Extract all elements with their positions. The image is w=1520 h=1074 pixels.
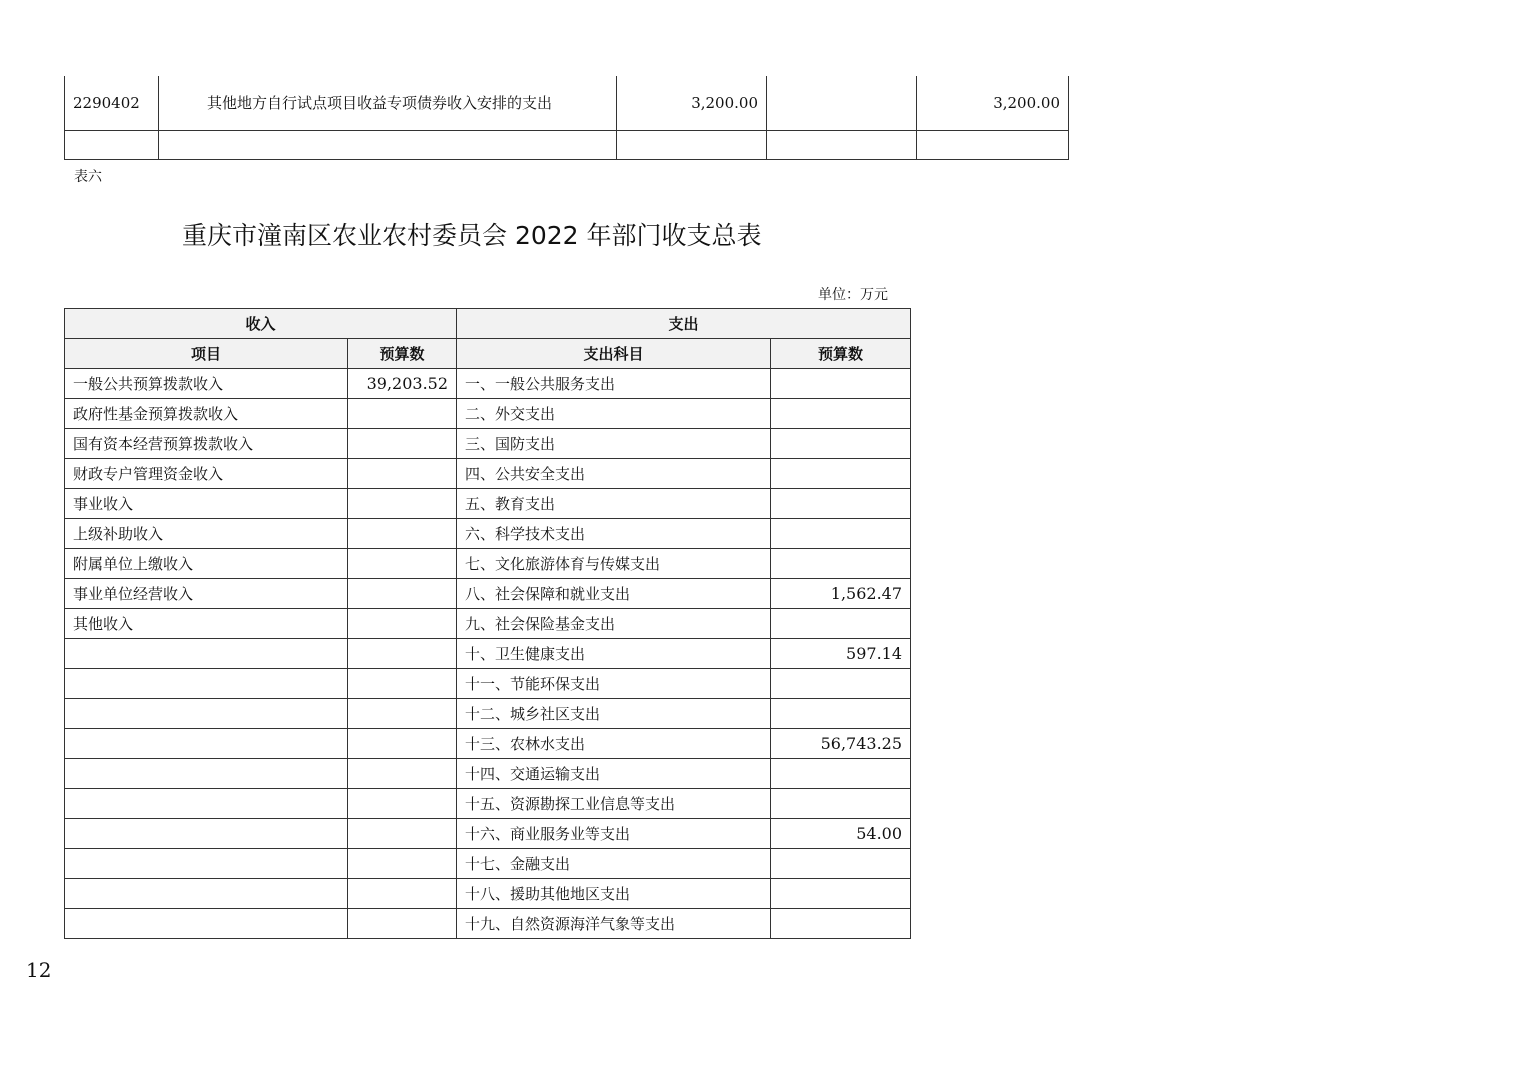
income-value-cell [348, 909, 457, 939]
expense-value-cell [771, 909, 911, 939]
income-value-cell [348, 519, 457, 549]
expense-item-cell: 十二、城乡社区支出 [457, 699, 771, 729]
expense-item-cell: 九、社会保险基金支出 [457, 609, 771, 639]
income-value-cell [348, 669, 457, 699]
table-row [65, 459, 911, 489]
amount-cell: 3,200.00 [617, 76, 767, 130]
page-number: 12 [26, 958, 52, 982]
income-item-cell: 事业收入 [65, 489, 348, 519]
income-value-cell [348, 759, 457, 789]
income-value-cell [348, 699, 457, 729]
income-value-cell [348, 789, 457, 819]
expense-header: 支出 [457, 309, 911, 339]
income-item-cell: 一般公共预算拨款收入 [65, 369, 348, 399]
expense-item-cell: 十六、商业服务业等支出 [457, 819, 771, 849]
expense-value-cell [771, 399, 911, 429]
expense-value-cell [771, 489, 911, 519]
expense-value-cell [771, 789, 911, 819]
expense-item-cell: 十八、援助其他地区支出 [457, 879, 771, 909]
expense-item-cell: 十三、农林水支出 [457, 729, 771, 759]
expense-value-cell [771, 459, 911, 489]
income-item-cell [65, 879, 348, 909]
unit-label: 单位：万元 [818, 287, 888, 303]
income-value-cell [348, 879, 457, 909]
table-row [65, 519, 911, 549]
amount-cell [617, 130, 767, 159]
table-row [65, 609, 911, 639]
table-row [65, 429, 911, 459]
amount-cell [767, 76, 917, 130]
expense-item-cell: 六、科学技术支出 [457, 519, 771, 549]
item-name [159, 130, 617, 159]
header-row [65, 309, 911, 339]
expense-item-cell: 一、一般公共服务支出 [457, 369, 771, 399]
expense-value-cell: 56,743.25 [771, 729, 911, 759]
expense-item-cell: 二、外交支出 [457, 399, 771, 429]
expense-value-cell [771, 849, 911, 879]
expense-budget-header: 预算数 [771, 339, 911, 369]
expense-item-cell: 八、社会保障和就业支出 [457, 579, 771, 609]
income-item-cell [65, 669, 348, 699]
amount-cell [917, 130, 1069, 159]
income-item-cell [65, 819, 348, 849]
expense-value-cell [771, 669, 911, 699]
income-item-cell [65, 729, 348, 759]
item-header: 项目 [65, 339, 348, 369]
table-row [65, 759, 911, 789]
table-label: 表六 [74, 169, 102, 185]
income-item-cell: 上级补助收入 [65, 519, 348, 549]
income-item-cell [65, 639, 348, 669]
table-row [65, 789, 911, 819]
table-row [65, 579, 911, 609]
item-code [65, 130, 159, 159]
table-row [65, 399, 911, 429]
table-row [65, 369, 911, 399]
expense-value-cell: 54.00 [771, 819, 911, 849]
expense-value-cell [771, 429, 911, 459]
expense-value-cell: 597.14 [771, 639, 911, 669]
income-value-cell [348, 849, 457, 879]
income-item-cell [65, 909, 348, 939]
header-row [65, 339, 911, 369]
income-value-cell [348, 639, 457, 669]
income-value-cell [348, 729, 457, 759]
table-row [65, 879, 911, 909]
income-value-cell [348, 819, 457, 849]
table-row [65, 130, 1069, 159]
income-item-cell: 政府性基金预算拨款收入 [65, 399, 348, 429]
expense-item-cell: 十七、金融支出 [457, 849, 771, 879]
income-expense-table [64, 308, 911, 939]
table-row [65, 849, 911, 879]
table-row [65, 699, 911, 729]
income-item-cell: 其他收入 [65, 609, 348, 639]
income-value-cell [348, 429, 457, 459]
expense-item-cell: 七、文化旅游体育与传媒支出 [457, 549, 771, 579]
income-header: 收入 [65, 309, 457, 339]
expense-value-cell: 1,562.47 [771, 579, 911, 609]
table-body [65, 369, 911, 939]
expense-value-cell [771, 519, 911, 549]
expense-item-cell: 四、公共安全支出 [457, 459, 771, 489]
expense-item-cell: 五、教育支出 [457, 489, 771, 519]
expense-value-cell [771, 699, 911, 729]
expense-item-header: 支出科目 [457, 339, 771, 369]
income-value-cell [348, 579, 457, 609]
expense-value-cell [771, 759, 911, 789]
expense-value-cell [771, 549, 911, 579]
expense-item-cell: 十五、资源勘探工业信息等支出 [457, 789, 771, 819]
page-title: 重庆市潼南区农业农村委员会 2022 年部门收支总表 [182, 221, 762, 250]
expense-item-cell: 十一、节能环保支出 [457, 669, 771, 699]
income-value-cell [348, 609, 457, 639]
expense-item-cell: 十、卫生健康支出 [457, 639, 771, 669]
income-item-cell: 国有资本经营预算拨款收入 [65, 429, 348, 459]
income-item-cell: 附属单位上缴收入 [65, 549, 348, 579]
income-item-cell: 事业单位经营收入 [65, 579, 348, 609]
continued-table [64, 76, 1069, 160]
income-value-cell [348, 399, 457, 429]
item-name: 其他地方自行试点项目收益专项债券收入安排的支出 [159, 76, 617, 130]
income-item-cell [65, 699, 348, 729]
item-code: 2290402 [65, 76, 159, 130]
table-row [65, 639, 911, 669]
expense-value-cell [771, 369, 911, 399]
expense-item-cell: 十九、自然资源海洋气象等支出 [457, 909, 771, 939]
table-row [65, 819, 911, 849]
expense-value-cell [771, 609, 911, 639]
income-item-cell: 财政专户管理资金收入 [65, 459, 348, 489]
expense-value-cell [771, 879, 911, 909]
income-value-cell [348, 549, 457, 579]
table-row [65, 489, 911, 519]
amount-cell: 3,200.00 [917, 76, 1069, 130]
table-row [65, 729, 911, 759]
expense-item-cell: 三、国防支出 [457, 429, 771, 459]
budget-header: 预算数 [348, 339, 457, 369]
expense-item-cell: 十四、交通运输支出 [457, 759, 771, 789]
income-item-cell [65, 849, 348, 879]
income-value-cell [348, 489, 457, 519]
table-row [65, 909, 911, 939]
table-row [65, 669, 911, 699]
income-item-cell [65, 789, 348, 819]
table-row [65, 76, 1069, 130]
amount-cell [767, 130, 917, 159]
income-value-cell [348, 459, 457, 489]
income-item-cell [65, 759, 348, 789]
table-row [65, 549, 911, 579]
income-value-cell: 39,203.52 [348, 369, 457, 399]
